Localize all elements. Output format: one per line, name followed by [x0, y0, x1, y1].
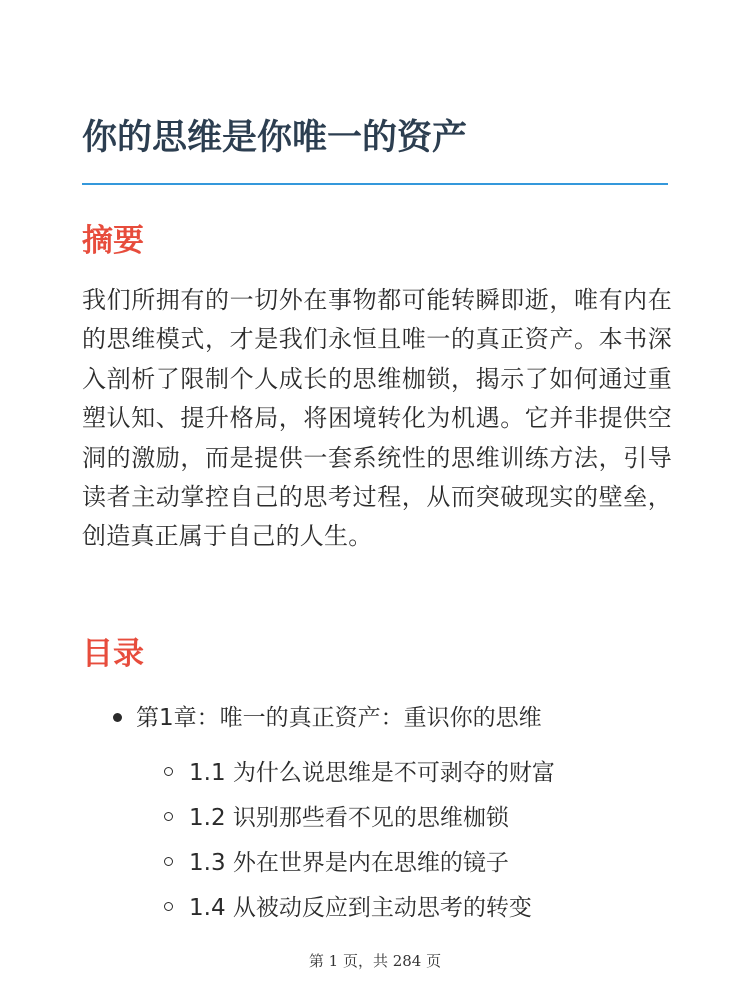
toc-chapter-1[interactable]: 第1章：唯一的真正资产：重识你的思维: [136, 705, 542, 731]
summary-heading: 摘要: [82, 223, 144, 259]
summary-paragraph: 我们所拥有的一切外在事物都可能转瞬即逝，唯有内在的思维模式，才是我们永恒且唯一的真正资产。本书深入剖析了限制个人成长的思维枷锁，揭示了如何通过重塑认知、提升格局，将困境转化为机遇。它并非提供空洞的激励，而是提供一套系统性的思维训练方法，引导读者主动掌控自己的思考过程，从而突破现实的壁垒，创造真正属于自己的人生。: [82, 286, 672, 551]
bullet-disc-icon: [113, 713, 122, 722]
bullet-circle-icon: [164, 767, 173, 776]
toc-section-1-3[interactable]: 1.3 外在世界是内在思维的镜子: [189, 850, 509, 876]
bullet-circle-icon: [164, 857, 173, 866]
title-divider: [82, 183, 668, 185]
toc-section-1-1[interactable]: 1.1 为什么说思维是不可剥夺的财富: [189, 760, 555, 786]
toc-heading: 目录: [82, 636, 144, 672]
toc-section-1-2[interactable]: 1.2 识别那些看不见的思维枷锁: [189, 805, 509, 831]
bullet-circle-icon: [164, 812, 173, 821]
bullet-circle-icon: [164, 902, 173, 911]
document-title: 你的思维是你唯一的资产: [82, 118, 468, 158]
page-number-footer: 第 1 页，共 284 页: [308, 952, 442, 970]
toc-section-1-4[interactable]: 1.4 从被动反应到主动思考的转变: [189, 895, 532, 921]
